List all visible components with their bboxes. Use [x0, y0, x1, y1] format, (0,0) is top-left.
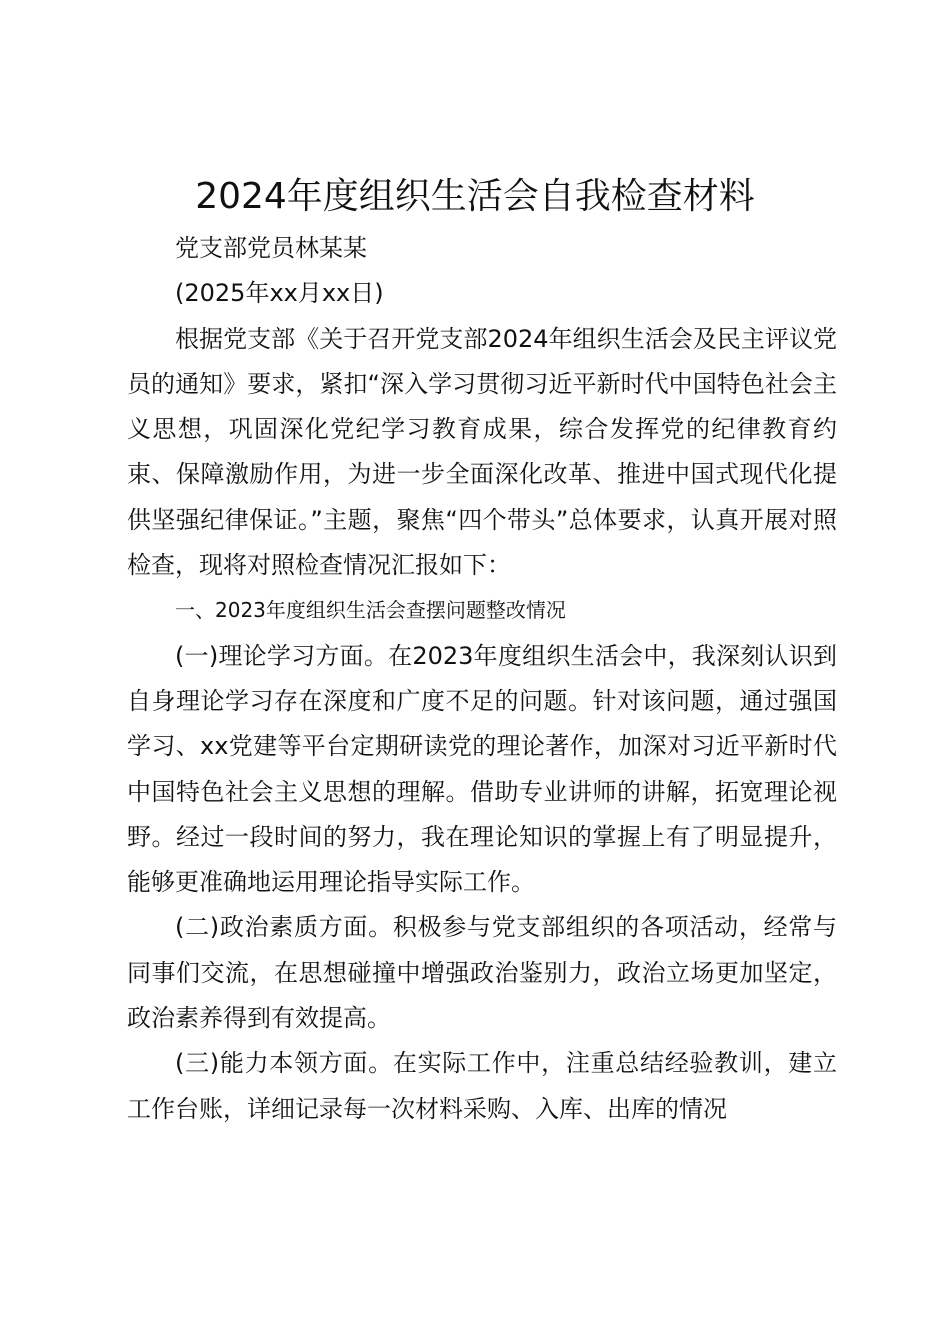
date-line: (2025年xx月xx日) [175, 279, 384, 308]
author-line: 党支部党员林某某 [175, 234, 367, 262]
item-paragraph-3: (三)能力本领方面。在实际工作中，注重总结经验教训，建立工作台账，详细记录每一次材料采购、入库、出库的情况 [127, 1049, 837, 1123]
document-title: 2024年度组织生活会自我检查材料 [195, 176, 755, 217]
item-paragraph-2: (二)政治素质方面。积极参与党支部组织的各项活动，经常与同事们交流，在思想碰撞中增强政治鉴别力，政治立场更加坚定，政治素养得到有效提高。 [127, 913, 837, 1033]
item-paragraph-1: (一)理论学习方面。在2023年度组织生活会中，我深刻认识到自身理论学习存在深度和广度不足的问题。针对该问题，通过强国学习、xx党建等平台定期研读党的理论著作，加深对习近平新时代中国特色社会主义思想的理解。借助专业讲师的讲解，拓宽理论视野。经过一段时间的努力，我在理论知识的掌握上有了明显提升，能够更准确地运用理论指导实际工作。 [127, 641, 837, 897]
section-heading-1: 一、2023年度组织生活会查摆问题整改情况 [175, 598, 566, 623]
document-body [127, 226, 837, 1132]
intro-paragraph: 根据党支部《关于召开党支部2024年组织生活会及民主评议党员的通知》要求，紧扣“深入学习贯彻习近平新时代中国特色社会主义思想，巩固深化党纪学习教育成果，综合发挥党的纪律教育约束、保障激励作用，为进一步全面深化改革、推进中国式现代化提供坚强纪律保证。”主题，聚焦“四个带头”总体要求，认真开展对照检查，现将对照检查情况汇报如下： [127, 324, 837, 580]
